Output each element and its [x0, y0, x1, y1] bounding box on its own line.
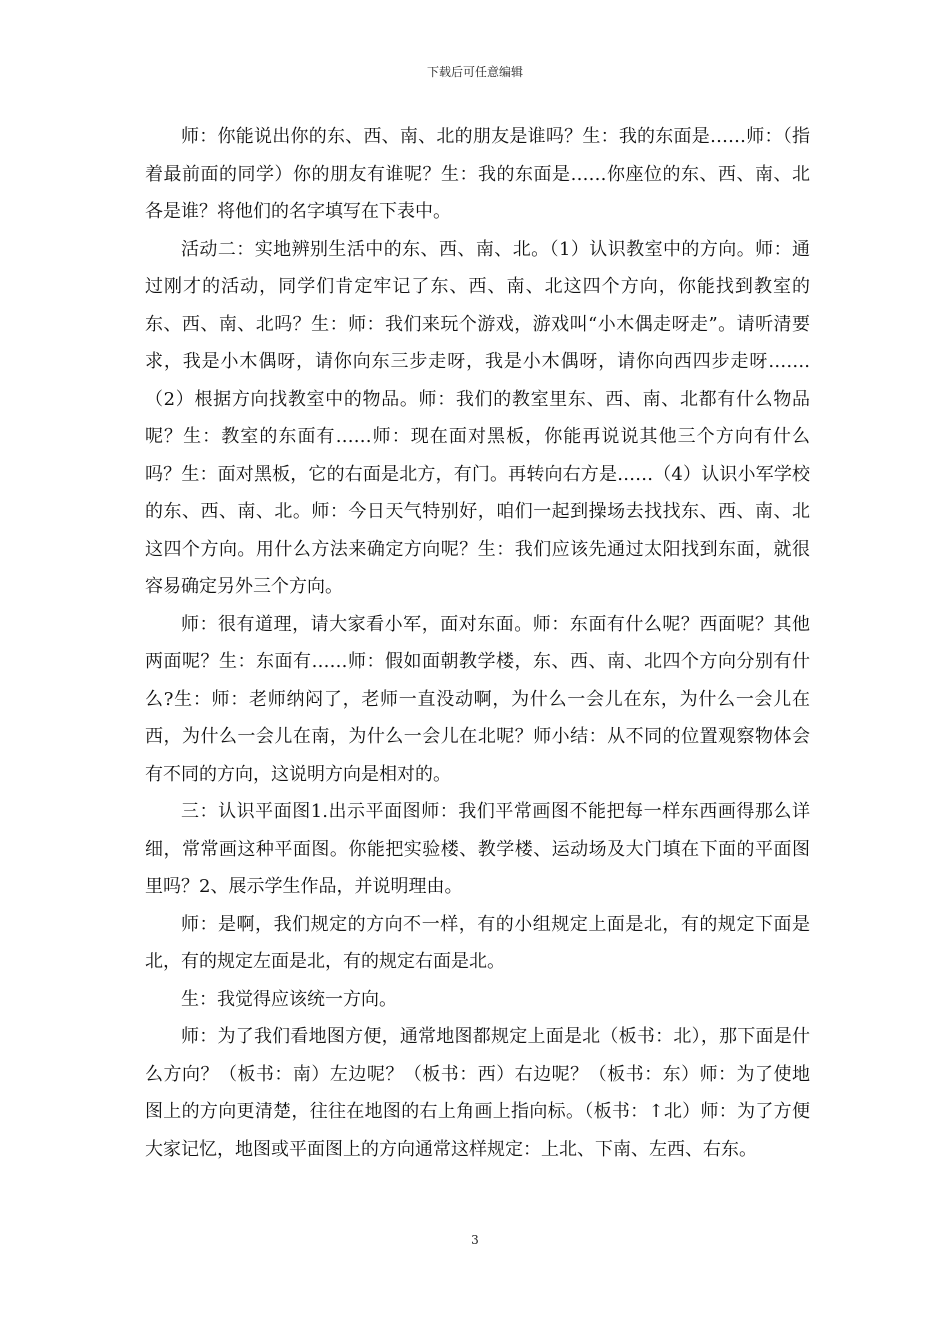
- paragraph: 师：很有道理，请大家看小军，面对东面。师：东面有什么呢？西面呢？其他两面呢？生：东面有……师：假如面朝教学楼，东、西、南、北四个方向分别有什么?生：师：老师纳闷了，老师一直没动啊，为什么一会儿在东，为什么一会儿在西，为什么一会儿在南，为什么一会儿在北呢？师小结：从不同的位置观察物体会有不同的方向，这说明方向是相对的。: [145, 613, 810, 785]
- paragraph: 师：你能说出你的东、西、南、北的朋友是谁吗？生：我的东面是……师：（指着最前面的同学）你的朋友有谁呢？生：我的东面是……你座位的东、西、南、北各是谁？将他们的名字填写在下表中。: [145, 126, 810, 222]
- page-number: 3: [471, 1233, 479, 1247]
- paragraph: 生：我觉得应该统一方向。: [181, 988, 397, 1010]
- paragraph: 师：是啊，我们规定的方向不一样，有的小组规定上面是北，有的规定下面是北，有的规定左面是北，有的规定右面是北。: [145, 913, 810, 972]
- paragraph: 师：为了我们看地图方便，通常地图都规定上面是北（板书：北），那下面是什么方向？（板书：南）左边呢？（板书：西）右边呢？（板书：东）师：为了使地图上的方向更清楚，往往在地图的右上角画上指向标。（板书：↑北）师：为了方便大家记忆，地图或平面图上的方向通常这样规定：上北、下南、左西、右东。: [145, 1026, 810, 1160]
- page-header: 下载后可任意编辑: [426, 65, 523, 79]
- document-body: [145, 118, 810, 1168]
- paragraph: 活动二：实地辨别生活中的东、西、南、北。（1）认识教室中的方向。师：通过刚才的活动，同学们肯定牢记了东、西、南、北这四个方向，你能找到教室的东、西、南、北吗？生：师：我们来玩个游戏，游戏叫“小木偶走呀走”。请听清要求，我是小木偶呀，请你向东三步走呀，我是小木偶呀，请你向西四步走呀…….（2）根据方向找教室中的物品。师：我们的教室里东、西、南、北都有什么物品呢？生：教室的东面有……师：现在面对黑板，你能再说说其他三个方向有什么吗？生：面对黑板，它的右面是北方，有门。再转向右方是……（4）认识小军学校的东、西、南、北。师：今日天气特别好，咱们一起到操场去找找东、西、南、北这四个方向。用什么方法来确定方向呢？生：我们应该先通过太阳找到东面，就很容易确定另外三个方向。: [145, 238, 810, 597]
- paragraph: 三：认识平面图1.出示平面图师：我们平常画图不能把每一样东西画得那么详细，常常画这种平面图。你能把实验楼、教学楼、运动场及大门填在下面的平面图里吗？2、展示学生作品，并说明理由。: [145, 801, 810, 897]
